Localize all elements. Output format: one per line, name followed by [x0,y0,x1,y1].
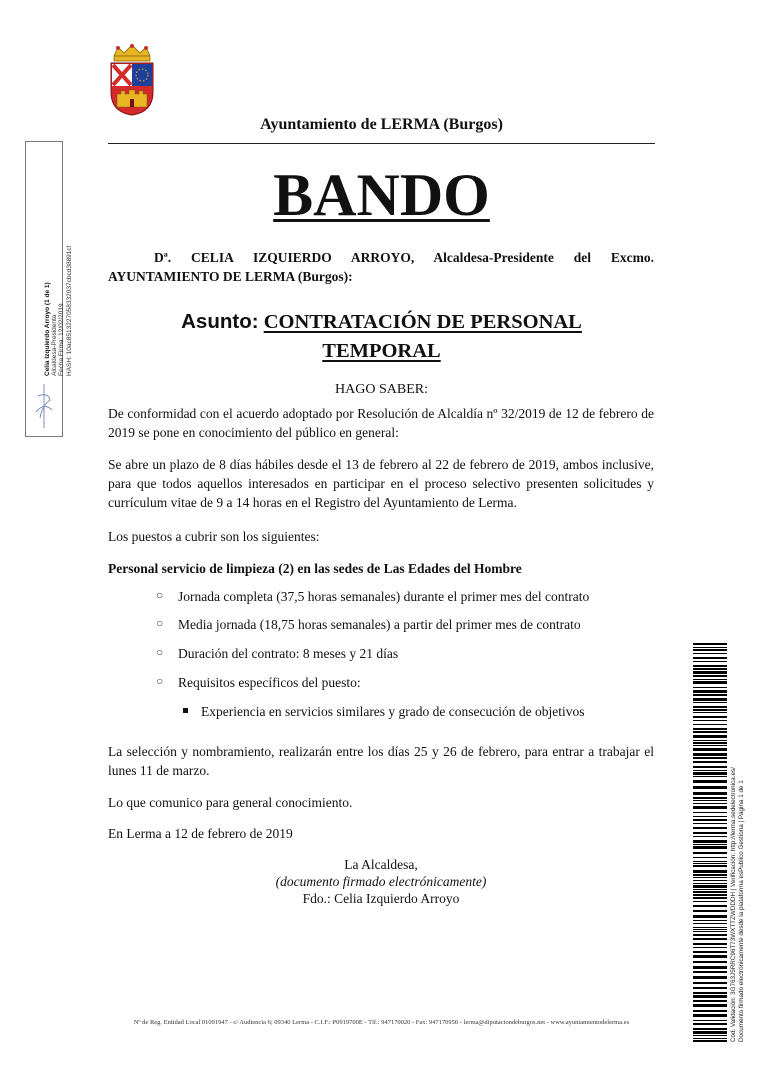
barcode-bar [693,992,727,994]
barcode-bar [693,1031,727,1034]
barcode-bar [693,1000,727,1002]
barcode-bar [693,874,727,876]
barcode-bar [693,846,727,849]
barcode-bar [693,776,727,777]
handwritten-signature-mark [30,382,58,430]
barcode-bar [693,770,727,771]
barcode-bar [693,679,727,680]
paragraph-deadline: Se abre un plazo de 8 días hábiles desde el 13 de febrero al 22 de febrero de 2019, ambos inclusive, para que todos aquellos interesados en participar en el proceso selectivo presenten solicitudes y currículum vitae de 9 a 14 horas en el Registro del Ayuntamiento de Lerma. [108,457,654,510]
barcode-bar [693,987,727,989]
barcode-bar [693,897,727,899]
barcode-bar [693,712,727,713]
barcode-bar [693,657,727,659]
barcode-bar [693,649,727,651]
subject-heading [150,307,613,366]
paragraph-selection: La selección y nombramiento, realizarán entre los días 25 y 26 de febrero, para entrar a trabajar el lunes 11 de marzo. [108,744,654,778]
barcode-bar [693,923,727,924]
barcode-bar [693,806,727,809]
signature-note: (documento firmado electrónicamente) [275,874,487,889]
barcode-bar [693,671,727,674]
barcode-bar [693,1035,727,1036]
barcode-bar [693,706,727,708]
verification-text [730,642,752,1042]
barcode-bar [693,819,727,821]
barcode-bar [693,955,727,958]
barcode-bar [693,757,727,759]
barcode-bar [693,647,727,648]
square-bullet-icon [183,708,188,713]
barcode-bar [693,910,727,912]
document-title: BANDO [273,162,490,228]
stamp-hash: HASH: 10ac8513227058332037cbcd38891cf [65,245,73,376]
circle-bullet-icon: ○ [156,674,164,688]
barcode-bar [693,961,727,963]
barcode-bar [693,894,727,896]
sub-list-item [201,702,585,721]
barcode-bar [693,1040,727,1042]
barcode-bar [693,889,727,890]
barcode-bar [693,832,727,834]
barcode-bar [693,861,727,862]
barcode-bar [693,716,727,718]
stamp-sign-date: Fecha Firma: 12/02/2019 [58,303,66,376]
barcode-bar [693,1014,727,1017]
municipality-header: Ayuntamiento de LERMA (Burgos) [260,116,503,133]
barcode-bar [693,665,727,667]
barcode-bar [693,1038,727,1039]
sub-list-item-text: Experiencia en servicios similares y grado de consecución de objetivos [201,704,585,719]
barcode-bar [693,803,727,804]
list-item [156,615,581,634]
verification-code: Cód. Validación: 3G763J5RRC96T73WXTTZWDDDH | Verificación: http://lerma.sedelectronica.es/ [730,767,737,1042]
list-item-text: Requisitos específicos del puesto: [178,675,361,690]
barcode-bar [693,927,727,928]
barcode-bar [693,761,727,763]
header-divider [108,143,655,144]
list-item [156,587,590,606]
list-item-text: Media jornada (18,75 horas semanales) a partir del primer mes de contrato [178,617,581,632]
barcode-bar [693,1020,727,1021]
section-heading: Personal servicio de limpieza (2) en las sedes de Las Edades del Hombre [108,561,522,576]
barcode-bar [693,724,727,725]
barcode-bar [693,947,727,948]
barcode-bar [693,852,727,854]
mayor-role: Alcaldesa-Presidente del Excmo. [414,250,654,265]
barcode-bar [693,883,727,884]
barcode-bar [693,702,727,703]
barcode-bar [693,772,727,775]
barcode-bar [693,827,727,829]
barcode-bar [693,863,727,864]
barcode-bar [693,792,727,795]
barcode-bar [693,966,727,969]
barcode-bar [693,971,727,973]
barcode-bar [693,934,727,936]
list-item [156,644,399,663]
validation-barcode [693,643,727,1042]
barcode-bar [693,1023,727,1025]
signature-block [250,856,512,907]
barcode-bar [693,731,727,733]
barcode-bar [693,735,727,738]
barcode-bar [693,786,727,789]
barcode-bar [693,929,727,930]
barcode-bar [693,748,727,751]
barcode-bar [693,1004,727,1007]
barcode-bar [693,694,727,696]
list-item-text: Jornada completa (37,5 horas semanales) durante el primer mes del contrato [178,589,590,604]
barcode-bar [693,823,727,824]
stamp-signer-role: Alcaldesa-Presidenta [51,314,59,376]
signature-stamp [25,141,73,437]
mayor-name: Dª. CELIA IZQUIERDO ARROYO, [154,250,415,265]
signature-role: La Alcaldesa, [344,857,418,872]
barcode-bar [693,653,727,654]
barcode-bar [693,943,727,945]
barcode-bar [693,982,727,984]
subject-label: Asunto: [181,310,259,333]
barcode-bar [693,836,727,837]
barcode-bar [693,709,727,711]
barcode-bar [693,901,727,902]
barcode-bar [693,780,727,783]
barcode-bar [693,865,727,867]
barcode-bar [693,681,727,684]
circle-bullet-icon: ○ [156,645,164,659]
barcode-bar [693,720,727,721]
barcode-bar [693,915,727,918]
barcode-bar [693,995,727,998]
barcode-bar [693,753,727,756]
barcode-bar [693,1010,727,1012]
barcode-bar [693,687,727,688]
barcode-bar [693,857,727,858]
paragraph-positions: Los puestos a cubrir son los siguientes: [108,529,320,544]
barcode-bar [693,745,727,746]
paragraph-closing: Lo que comunico para general conocimiento. [108,795,353,810]
signature-name: Fdo.: Celia Izquierdo Arroyo [302,891,460,906]
barcode-bar [693,812,727,813]
stamp-signer-name: Celia Izquierdo Arroyo (1 de 1) [44,282,51,376]
circle-bullet-icon: ○ [156,588,164,602]
barcode-bar [693,844,727,845]
list-item-text: Duración del contrato: 8 meses y 21 días [178,646,399,661]
barcode-bar [693,675,727,677]
barcode-bar [693,905,727,907]
barcode-bar [693,728,727,730]
barcode-bar [693,891,727,893]
circle-bullet-icon: ○ [156,616,164,630]
barcode-bar [693,740,727,741]
barcode-bar [693,885,727,888]
barcode-bar [693,698,727,701]
coat-of-arms-logo [108,44,156,116]
barcode-bar [693,816,727,817]
barcode-bar [693,766,727,768]
barcode-bar [693,742,727,744]
barcode-bar [693,643,727,645]
barcode-bar [693,877,727,878]
barcode-bar [693,976,727,979]
organization-name: AYUNTAMIENTO DE LERMA (Burgos): [108,269,353,284]
barcode-bar [693,931,727,932]
barcode-bar [693,690,727,693]
intro-paragraph [108,248,654,286]
subject-topic: CONTRATACIÓN DE PERSONAL TEMPORAL [263,311,582,362]
hago-saber-heading: HAGO SABER: [335,382,428,397]
barcode-bar [693,880,727,881]
footer-contact: Nº de Reg. Entidad Local 01091947 - c/ Audiencia 6; 09340 Lerma - C.I.F.: P0919700E - Tlf.: 947170020 - Fax: 947170950 - lerma@diputaciondeburgos.net - www.ayuntamientodelerma.es [133,1019,630,1026]
list-item [156,673,361,692]
barcode-bar [693,800,727,801]
barcode-bar [693,870,727,873]
paragraph-place-date: En Lerma a 12 de febrero de 2019 [108,826,293,841]
verification-platform: Documento firmado electrónicamente desde la plataforma esPublico Gestiona | Página 1 de 1 [738,780,745,1042]
barcode-bar [693,668,727,670]
barcode-bar [693,938,727,940]
barcode-bar [693,920,727,921]
paragraph-resolution: De conformidad con el acuerdo adoptado por Resolución de Alcaldía nº 32/2019 de 12 de febrero de 2019 se pone en conocimiento del público en general: [108,406,654,440]
barcode-bar [693,951,727,953]
barcode-bar [693,1028,727,1030]
barcode-bar [693,797,727,799]
barcode-bar [693,840,727,843]
barcode-bar [693,661,727,662]
